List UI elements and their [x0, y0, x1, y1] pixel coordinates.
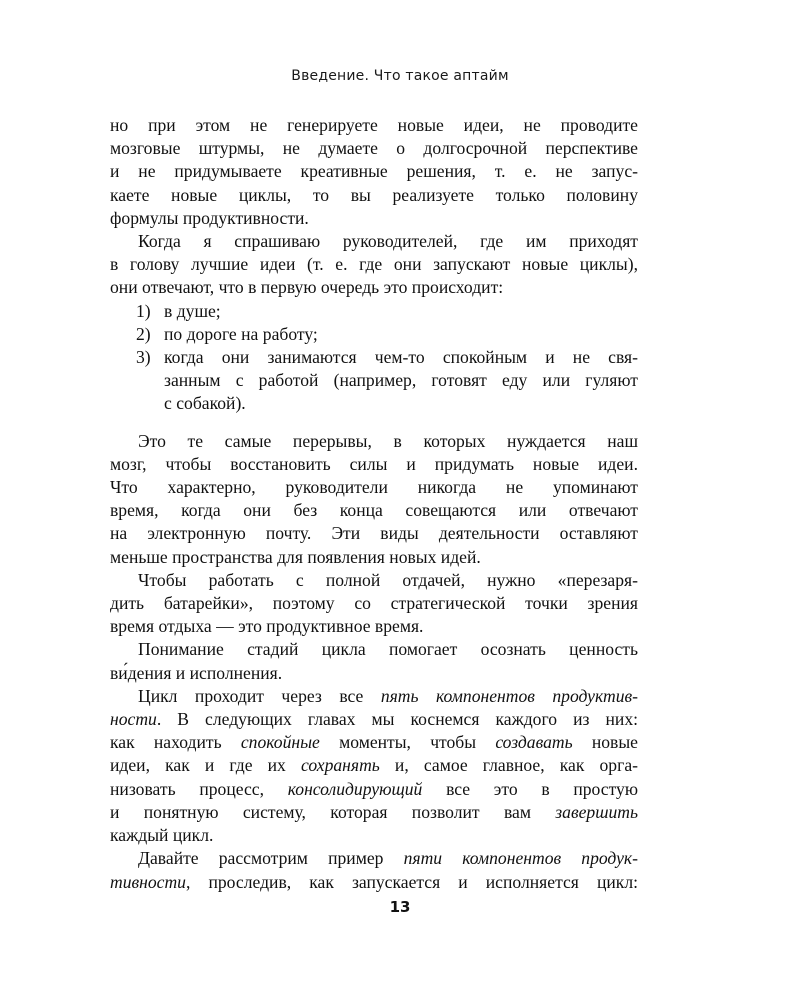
text-line: с собакой).: [164, 393, 246, 414]
text-line: мозговые штурмы, не думаете о долгосрочной перспективе: [110, 138, 638, 159]
text-line: занным с работой (например, готовят еду или гуляют: [164, 370, 638, 391]
text-line: время отдыха — это продуктивное время.: [110, 616, 424, 637]
text-line: Что характерно, руководители никогда не упоминают: [110, 477, 638, 498]
text-line: каждый цикл.: [110, 825, 214, 846]
text-line: на электронную почту. Эти виды деятельности оставляют: [110, 523, 638, 544]
text-line: когда они занимаются чем-то спокойным и не свя-: [164, 347, 638, 368]
text-line: Понимание стадий цикла помогает осознать ценность: [138, 639, 638, 660]
page-number: 13: [389, 898, 411, 916]
list-item: [110, 346, 638, 416]
paragraph-7: [110, 847, 638, 893]
text-line: меньше пространства для появления новых идей.: [110, 546, 481, 567]
text-line: они отвечают, что в первую очередь это происходит:: [110, 277, 504, 298]
text-line: ви́дения и исполнения.: [110, 662, 283, 683]
text-line: Это те самые перерывы, в которых нуждается наш: [138, 430, 638, 451]
text-line: низовать процесс, консолидирующий все это в простую: [110, 778, 638, 799]
text-line: в голову лучшие идеи (т. е. где они запускают новые циклы),: [110, 254, 638, 275]
text-line: Давайте рассмотрим пример пяти компонентов продук-: [138, 848, 638, 869]
text-line: Чтобы работать с полной отдачей, нужно «перезаря-: [138, 569, 638, 590]
list-number: 3): [136, 347, 151, 368]
paragraph-3: [110, 430, 638, 569]
text-line: по дороге на работу;: [164, 323, 318, 344]
paragraph-5: [110, 638, 638, 684]
running-header: Введение. Что такое аптайм: [291, 68, 509, 84]
text-line: мозг, чтобы восстановить силы и придумать новые идеи.: [110, 453, 638, 474]
paragraph-2: [110, 230, 638, 300]
text-line: Когда я спрашиваю руководителей, где им приходят: [138, 231, 638, 252]
paragraph-6: [110, 685, 638, 847]
page-body: [110, 114, 638, 894]
paragraph-4: [110, 569, 638, 639]
text-line: тивности, проследив, как запускается и исполняется цикл:: [110, 871, 638, 892]
text-line: идеи, как и где их сохранять и, самое главное, как орга-: [110, 755, 638, 776]
text-line: в душе;: [164, 300, 221, 321]
paragraph-1: [110, 114, 638, 230]
list-number: 2): [136, 323, 151, 344]
list-number: 1): [136, 300, 151, 321]
text-line: формулы продуктивности.: [110, 207, 309, 228]
spacer: [110, 416, 638, 430]
places-list: [110, 300, 638, 416]
text-line: и понятную систему, которая позволит вам завершить: [110, 801, 638, 822]
text-line: как находить спокойные моменты, чтобы создавать новые: [110, 732, 638, 753]
text-line: и не придумываете креативные решения, т. е. не запус-: [110, 161, 638, 182]
list-item: [110, 300, 638, 323]
text-line: каете новые циклы, то вы реализуете только половину: [110, 184, 638, 205]
text-line: но при этом не генерируете новые идеи, не проводите: [110, 115, 638, 135]
text-line: время, когда они без конца совещаются или отвечают: [110, 500, 638, 521]
list-item: [110, 323, 638, 346]
text-line: ности. В следующих главах мы коснемся каждого из них:: [110, 709, 638, 730]
text-line: Цикл проходит через все пять компонентов продуктив-: [138, 685, 638, 706]
text-line: дить батарейки», поэтому со стратегической точки зрения: [110, 593, 638, 614]
